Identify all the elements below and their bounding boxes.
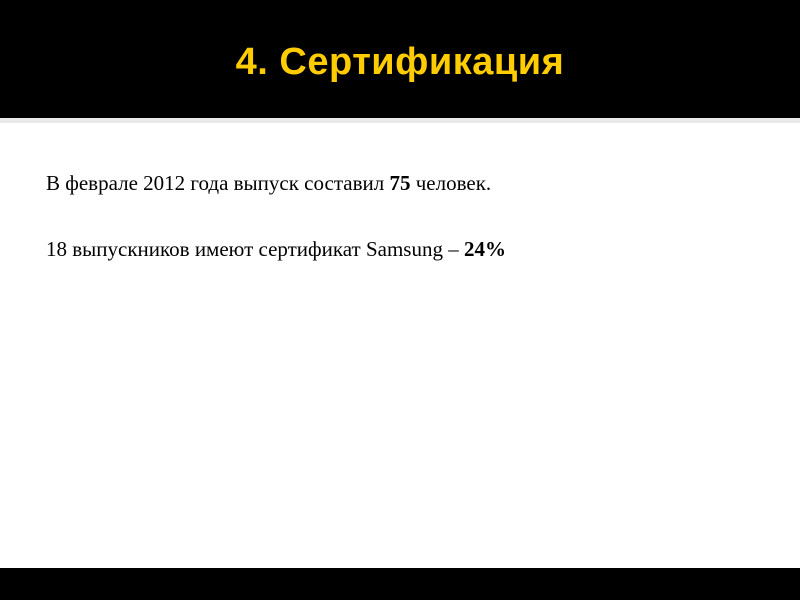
text-run: В феврале 2012 года выпуск составил — [46, 171, 390, 195]
text-run: 24% — [463, 237, 506, 262]
slide-body — [0, 123, 800, 600]
title-band — [0, 0, 800, 118]
text-run: 75 — [389, 171, 411, 195]
text-run: 18 выпускников имеют сертификат Samsung – — [46, 237, 464, 262]
body-paragraph-1 — [46, 169, 744, 197]
footer-band — [0, 568, 800, 600]
page-title: 4. Сертификация — [235, 41, 565, 84]
text-run: человек. — [410, 171, 492, 195]
body-paragraph-2 — [46, 235, 744, 263]
